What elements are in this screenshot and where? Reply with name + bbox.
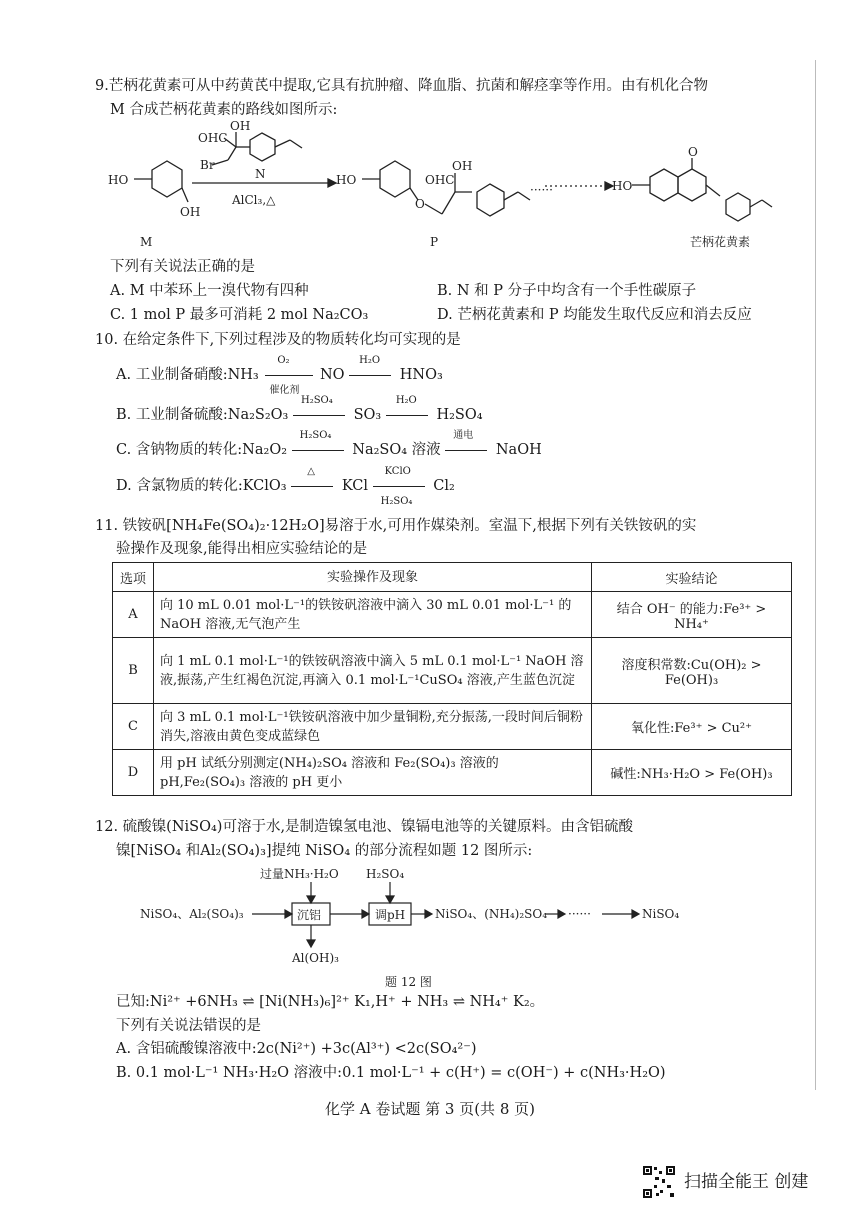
page-footer: 化学 A 卷试题 第 3 页(共 8 页) xyxy=(324,1100,535,1118)
q10-c-cond1: H₂SO₄ xyxy=(299,430,332,441)
q10-d-cond2b: H₂SO₄ xyxy=(380,496,413,507)
q10-stem: 10. 在给定条件下,下列过程涉及的物质转化均可实现的是 xyxy=(95,332,461,348)
n-br-label: Br xyxy=(200,158,215,172)
product-label: 芒柄花黄素 xyxy=(690,235,751,249)
flow-box-aluminum: 沉铝 xyxy=(297,908,322,922)
page-margin-rule xyxy=(815,60,816,1090)
row-conclusion: 碱性:NH₃·H₂O > Fe(OH)₃ xyxy=(592,750,792,796)
q10-b-cond1: H₂SO₄ xyxy=(300,395,333,406)
q11-stem-line1: 11. 铁铵矾[NH₄Fe(SO₄)₂·12H₂O]易溶于水,可用作媒染剂。室温下,根据下列有关铁铵矾的实 xyxy=(95,518,697,534)
row-operation: 用 pH 试纸分别测定(NH₄)₂SO₄ 溶液和 Fe₂(SO₄)₃ 溶液的 pH,Fe₂(SO₄)₃ 溶液的 pH 更小 xyxy=(154,750,592,796)
flow-box-ph: 调pH xyxy=(375,908,406,922)
header-conclusion: 实验结论 xyxy=(592,563,792,592)
q11-experiment-table xyxy=(112,562,792,796)
table-row xyxy=(113,638,792,704)
row-option: A xyxy=(113,592,154,638)
q9-prompt: 下列有关说法正确的是 xyxy=(110,259,255,275)
m-ho-label: HO xyxy=(108,173,129,187)
row-operation: 向 1 mL 0.1 mol·L⁻¹的铁铵矾溶液中滴入 5 mL 0.1 mol·L⁻¹ NaOH 溶液,振荡,产生红褐色沉淀,再滴入 0.1 mol·L⁻¹CuSO₄ 溶液,产生蓝色沉淀 xyxy=(154,638,592,704)
flow-precipitate: Al(OH)₃ xyxy=(292,951,339,965)
flow-end: NiSO₄ xyxy=(642,907,680,921)
m-label: M xyxy=(140,235,153,249)
q10-c-cond2: 通电 xyxy=(453,430,474,441)
m-oh-label: OH xyxy=(180,205,201,219)
q9-option-a: A. M 中苯环上一溴代物有四种 xyxy=(110,283,309,299)
q10-option-b xyxy=(116,395,483,425)
q12-stem-line2: 镍[NiSO₄ 和Al₂(SO₄)₃]提纯 NiSO₄ 的部分流程如题 12 图所示: xyxy=(116,843,533,859)
row-conclusion: 溶度积常数:Cu(OH)₂ > Fe(OH)₃ xyxy=(592,638,792,704)
q10-b-end: H₂SO₄ xyxy=(436,407,483,423)
q10-b-mid: SO₃ xyxy=(353,407,382,423)
q12-stem-line1: 12. 硫酸镍(NiSO₄)可溶于水,是制造镍氢电池、镍镉电池等的关键原料。由含铝硫酸 xyxy=(95,819,634,835)
row-option: B xyxy=(113,638,154,704)
table-row xyxy=(113,592,792,638)
q10-d-prefix: D. 含氯物质的转化:KClO₃ xyxy=(116,478,287,494)
flow-mid: NiSO₄、(NH₄)₂SO₄ xyxy=(435,907,548,921)
flow-feed: NiSO₄、Al₂(SO₄)₃ xyxy=(140,907,244,921)
q9-option-d: D. 芒柄花黄素和 P 均能发生取代反应和消去反应 xyxy=(437,307,752,323)
prod-ho-label: HO xyxy=(612,179,633,193)
q10-a-end: HNO₃ xyxy=(399,367,443,383)
flow-reagent2: H₂SO₄ xyxy=(366,867,405,881)
flow-reagent1: 过量NH₃·H₂O xyxy=(260,867,339,881)
q12-option-a: A. 含铝硫酸镍溶液中:2c(Ni²⁺) +3c(Al³⁺) <2c(SO₄²⁻) xyxy=(116,1041,477,1057)
header-option: 选项 xyxy=(113,563,154,592)
q10-d-end: Cl₂ xyxy=(433,478,455,494)
reagent-conditions: AlCl₃,△ xyxy=(232,193,276,207)
q10-b-cond2: H₂O xyxy=(395,395,417,406)
scheme-dots: ······ xyxy=(530,183,553,197)
q12-option-b: B. 0.1 mol·L⁻¹ NH₃·H₂O 溶液中:0.1 mol·L⁻¹ + c(H⁺) = c(OH⁻) + c(NH₃·H₂O) xyxy=(116,1065,666,1081)
q9-option-b: B. N 和 P 分子中均含有一个手性碳原子 xyxy=(437,283,697,299)
flow-caption: 题 12 图 xyxy=(385,975,432,989)
q10-a-cond2: H₂O xyxy=(359,355,381,366)
q10-d-cond2: KClO xyxy=(384,466,411,477)
table-row xyxy=(113,750,792,796)
p-label: P xyxy=(430,235,439,249)
q10-option-a xyxy=(116,355,443,396)
q10-a-cond1: O₂ xyxy=(277,355,290,366)
q9-stem-line1: 9.芒柄花黄素可从中药黄芪中提取,它具有抗肿瘤、降血脂、抗菌和解痉挛等作用。由有机化合物 xyxy=(95,78,708,94)
q9-stem-line2: M 合成芒柄花黄素的路线如图所示: xyxy=(110,102,338,118)
row-option: D xyxy=(113,750,154,796)
q10-option-d xyxy=(116,466,455,507)
table-header-row xyxy=(113,563,792,592)
row-operation: 向 3 mL 0.1 mol·L⁻¹铁铵矾溶液中加少量铜粉,充分振荡,一段时间后铜粉消失,溶液由黄色变成蓝绿色 xyxy=(154,704,592,750)
row-operation: 向 10 mL 0.01 mol·L⁻¹的铁铵矾溶液中滴入 30 mL 0.01 mol·L⁻¹ 的 NaOH 溶液,无气泡产生 xyxy=(154,592,592,638)
q11-stem-line2: 验操作及现象,能得出相应实验结论的是 xyxy=(116,541,368,557)
q12-known: 已知:Ni²⁺ +6NH₃ ⇌ [Ni(NH₃)₆]²⁺ K₁,H⁺ + NH₃ ⇌ NH₄⁺ K₂。 xyxy=(116,994,545,1010)
q10-a-prefix: A. 工业制备硝酸:NH₃ xyxy=(116,367,259,383)
q12-flow-diagram xyxy=(140,862,700,992)
row-conclusion: 结合 OH⁻ 的能力:Fe³⁺ > NH₄⁺ xyxy=(592,592,792,638)
q10-b-prefix: B. 工业制备硫酸:Na₂S₂O₃ xyxy=(116,407,289,423)
p-ho-label: HO xyxy=(336,173,357,187)
qr-code-icon xyxy=(642,1165,676,1199)
p-o-label: O xyxy=(415,197,425,211)
scanner-watermark: 扫描全能王 创建 xyxy=(684,1172,809,1192)
n-ohc-label: OHC xyxy=(198,131,228,145)
flow-dots: ······ xyxy=(568,907,591,921)
q10-c-prefix: C. 含钠物质的转化:Na₂O₂ xyxy=(116,442,288,458)
q10-option-c xyxy=(116,430,542,460)
q10-a-cond1b: 催化剂 xyxy=(269,385,300,396)
q10-d-mid: KCl xyxy=(341,478,368,494)
q12-prompt: 下列有关说法错误的是 xyxy=(116,1018,261,1034)
q9-synthesis-scheme xyxy=(100,118,800,253)
q10-d-cond1: △ xyxy=(307,466,315,477)
p-ohc-label: OHC xyxy=(425,173,455,187)
q10-a-mid: NO xyxy=(319,367,345,383)
n-oh-label: OH xyxy=(230,119,251,133)
p-oh-label: OH xyxy=(452,159,473,173)
table-row xyxy=(113,704,792,750)
row-conclusion: 氧化性:Fe³⁺ > Cu²⁺ xyxy=(592,704,792,750)
header-operation: 实验操作及现象 xyxy=(154,563,592,592)
q9-option-c: C. 1 mol P 最多可消耗 2 mol Na₂CO₃ xyxy=(110,307,369,323)
row-option: C xyxy=(113,704,154,750)
q10-c-end: NaOH xyxy=(495,442,542,458)
q10-c-mid: Na₂SO₄ 溶液 xyxy=(352,442,441,458)
reagent-n: N xyxy=(255,167,266,181)
prod-o-label: O xyxy=(688,145,698,159)
